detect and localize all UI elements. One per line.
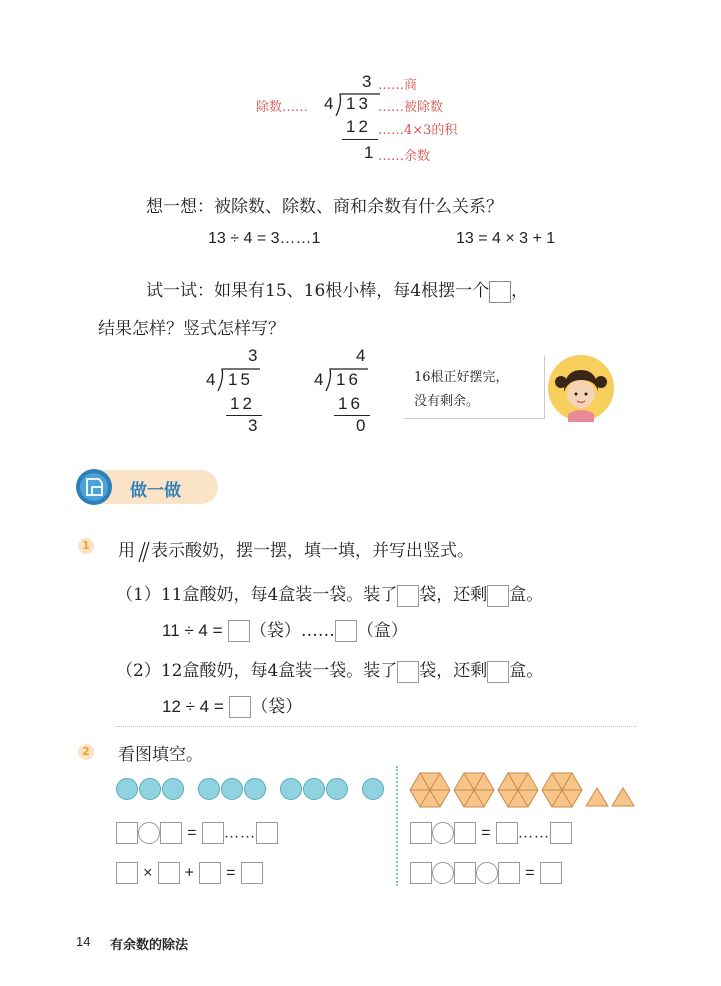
dots: …… <box>517 824 550 842</box>
equals-sign: = <box>525 864 535 882</box>
sub1-eq-remainder-box[interactable] <box>335 620 357 642</box>
stick-icon <box>135 541 151 563</box>
ex2-dividend: 16 <box>336 370 361 389</box>
ball <box>303 778 325 800</box>
sub1-eq-a: 11 ÷ 4 = <box>162 621 223 640</box>
box[interactable] <box>454 822 476 844</box>
q2-text: 看图填空。 <box>118 745 203 765</box>
speech-bubble <box>404 356 545 419</box>
sub1-eq-c: （盒） <box>356 621 408 641</box>
sub1-bags-box[interactable] <box>397 585 419 607</box>
answer-box[interactable] <box>489 281 511 303</box>
hexagon <box>498 773 538 807</box>
hexagon <box>410 773 450 807</box>
ex2-product: 16 <box>338 394 363 413</box>
equals-sign: = <box>481 824 491 842</box>
sub2-eq-b: （袋） <box>251 697 303 717</box>
box[interactable] <box>158 862 180 884</box>
plus-sign: + <box>184 864 194 882</box>
q1-sub1-eq <box>162 616 408 642</box>
box[interactable] <box>116 862 138 884</box>
ball <box>116 778 138 800</box>
operator-circle[interactable] <box>432 822 454 844</box>
think-eq1: 13 ÷ 4 = 3……1 <box>208 230 321 247</box>
operator-circle[interactable] <box>476 862 498 884</box>
section-title: 做一做 <box>130 481 181 501</box>
demo-remainder: 1 <box>364 143 374 162</box>
box[interactable] <box>116 822 138 844</box>
left-row1 <box>116 822 278 844</box>
box[interactable] <box>496 822 518 844</box>
page-number: 14 <box>76 934 91 949</box>
ball <box>326 778 348 800</box>
speech-line1: 16根正好摆完， <box>414 370 509 385</box>
try-line2: 结果怎样？竖式怎样写？ <box>98 319 285 339</box>
demo-divisor: 4 <box>324 94 334 113</box>
think-eq2: 13 = 4 × 3 + 1 <box>456 230 556 247</box>
sub1-text-a: 11盒酸奶，每4盒装一袋。装了 <box>160 585 398 605</box>
box[interactable] <box>410 862 432 884</box>
q1-text <box>118 536 474 563</box>
girl-avatar-icon <box>546 352 616 424</box>
ball <box>280 778 302 800</box>
ex2-divisor: 4 <box>314 370 324 389</box>
ball <box>244 778 266 800</box>
think-prompt: 想一想：被除数、除数、商和余数有什么关系？ <box>146 197 503 217</box>
circle-groups <box>116 778 386 802</box>
divider <box>116 726 636 727</box>
ball <box>139 778 161 800</box>
demo-dividend: 13 <box>346 94 371 113</box>
box[interactable] <box>454 862 476 884</box>
ex1-divisor: 4 <box>206 370 216 389</box>
box[interactable] <box>498 862 520 884</box>
right-row1 <box>410 822 572 844</box>
box[interactable] <box>540 862 562 884</box>
ex1-quotient: 3 <box>248 346 258 365</box>
box[interactable] <box>410 822 432 844</box>
column-divider <box>396 766 398 886</box>
operator-circle[interactable] <box>138 822 160 844</box>
sub2-left-box[interactable] <box>487 661 509 683</box>
equals-sign: = <box>187 824 197 842</box>
box[interactable] <box>160 822 182 844</box>
ex2-remainder: 0 <box>356 416 366 435</box>
footer-title: 有余数的除法 <box>110 938 189 953</box>
divisor-label: 除数…… <box>256 100 309 115</box>
section-pencil-icon <box>74 467 114 507</box>
speech-line2: 没有剩余。 <box>414 394 480 409</box>
sub2-eq-quotient-box[interactable] <box>229 696 251 718</box>
right-row2 <box>410 862 562 884</box>
box[interactable] <box>241 862 263 884</box>
remainder-label: ……余数 <box>378 149 431 164</box>
left-row2 <box>116 862 263 884</box>
product-label: ……4×3的积 <box>378 123 458 138</box>
times-sign: × <box>143 864 153 882</box>
sub1-left-box[interactable] <box>487 585 509 607</box>
demo-product: 12 <box>346 117 371 136</box>
box[interactable] <box>202 822 224 844</box>
ex1-product: 12 <box>230 394 255 413</box>
ex2-quotient: 4 <box>356 346 366 365</box>
sub1-text-c: 盒。 <box>509 585 544 605</box>
triangle <box>586 788 608 806</box>
sub2-bags-box[interactable] <box>397 661 419 683</box>
q1-text-b: 表示酸奶，摆一摆，填一填，并写出竖式。 <box>151 541 474 561</box>
ex1-dividend: 15 <box>228 370 253 389</box>
sub1-eq-b: （袋）…… <box>249 621 335 641</box>
hexagon <box>454 773 494 807</box>
try-text-a: 试一试：如果有15、16根小棒，每4根摆一个 <box>146 281 490 301</box>
ball <box>221 778 243 800</box>
sub2-eq-a: 12 ÷ 4 = <box>162 697 224 716</box>
ex1-remainder: 3 <box>248 416 258 435</box>
hexagon <box>542 773 582 807</box>
q1-number: 1 <box>78 538 94 554</box>
dots: …… <box>223 824 256 842</box>
box[interactable] <box>256 822 278 844</box>
box[interactable] <box>199 862 221 884</box>
sub2-label: （2） <box>116 661 161 681</box>
q1-sub1 <box>116 580 543 607</box>
sub2-text-c: 盒。 <box>509 661 544 681</box>
dividend-label: ……被除数 <box>378 100 444 115</box>
sub1-text-b: 袋，还剩 <box>419 585 488 605</box>
sub2-text-b: 袋，还剩 <box>419 661 488 681</box>
q1-text-a: 用 <box>118 541 135 561</box>
demo-rule <box>342 139 378 140</box>
sub1-label: （1） <box>116 585 161 605</box>
q1-sub2 <box>116 656 543 683</box>
hexagon-group <box>408 770 640 810</box>
demo-quotient: 3 <box>362 72 372 91</box>
ball <box>362 778 384 800</box>
try-text-b: ， <box>511 281 529 301</box>
operator-circle[interactable] <box>432 862 454 884</box>
sub2-text-a: 12盒酸奶，每4盒装一袋。装了 <box>160 661 398 681</box>
triangle <box>612 788 634 806</box>
box[interactable] <box>550 822 572 844</box>
equals-sign: = <box>226 864 236 882</box>
ball <box>162 778 184 800</box>
q2-number: 2 <box>78 744 94 760</box>
quotient-label: ……商 <box>378 78 418 93</box>
try-line1 <box>146 276 528 303</box>
q1-sub2-eq <box>162 692 302 718</box>
sub1-eq-quotient-box[interactable] <box>228 620 250 642</box>
ball <box>198 778 220 800</box>
